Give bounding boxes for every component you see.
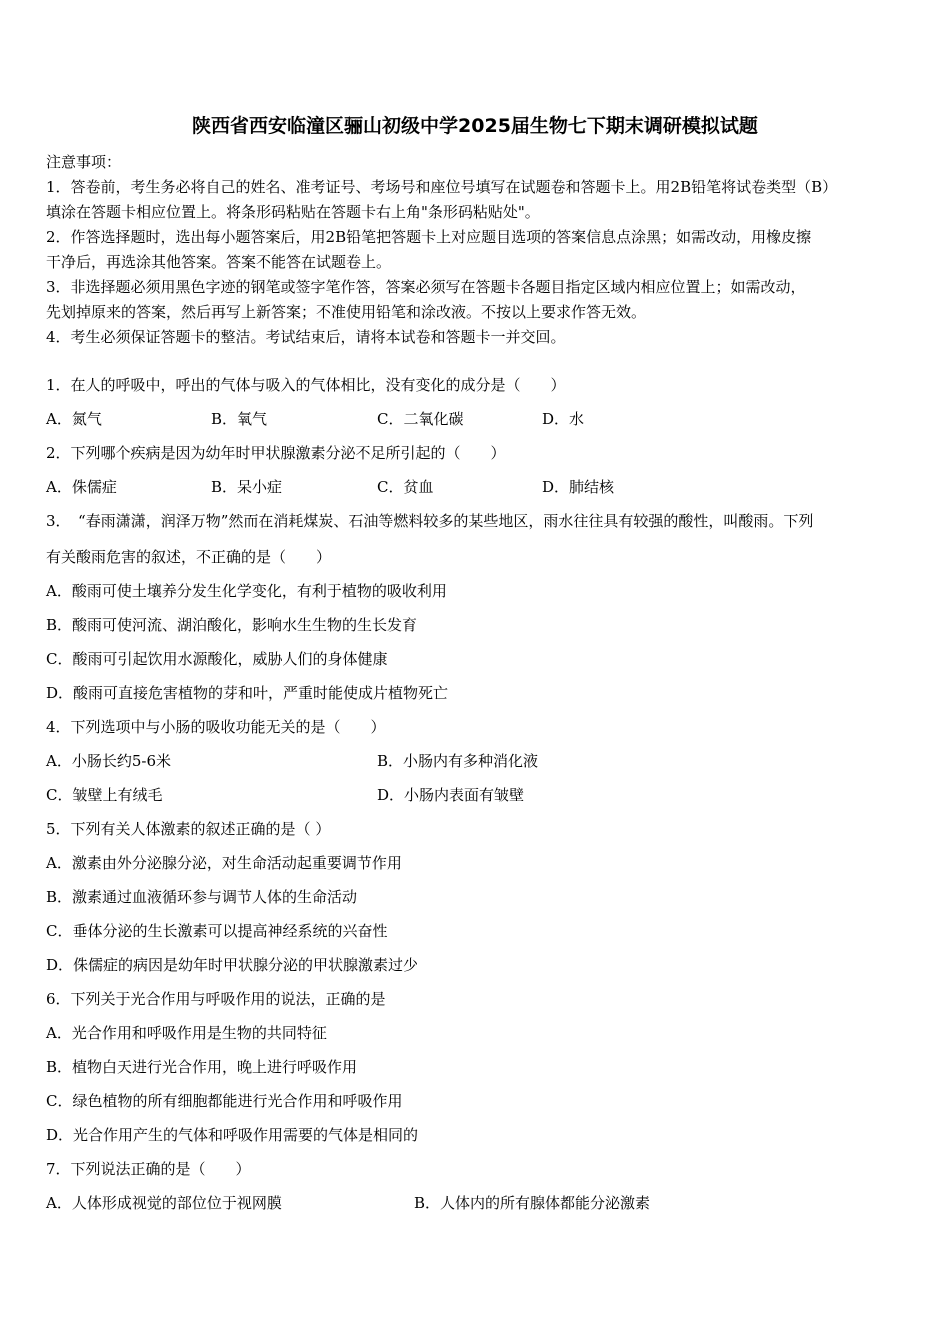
question-3-option-b: B．酸雨可使河流、湖泊酸化，影响水生生物的生长发育	[46, 616, 418, 634]
question-1-option-d: D．水	[542, 410, 585, 428]
question-4-option-a: A．小肠长约5-6米	[46, 752, 171, 770]
question-4-option-d: D．小肠内表面有皱壁	[377, 786, 525, 804]
notes-line: 干净后，再选涂其他答案。答案不能答在试题卷上。	[46, 253, 392, 271]
exam-notes	[46, 150, 916, 350]
question-6-option-b: B．植物白天进行光合作用，晚上进行呼吸作用	[46, 1058, 358, 1076]
question-7-stem: 7．下列说法正确的是（ ）	[46, 1160, 251, 1178]
question-3-option-c: C．酸雨可引起饮用水源酸化，威胁人们的身体健康	[46, 650, 388, 668]
question-3-option-a: A．酸雨可使土壤养分发生化学变化，有利于植物的吸收利用	[46, 582, 447, 600]
question-5-option-d: D．侏儒症的病因是幼年时甲状腺分泌的甲状腺激素过少	[46, 956, 419, 974]
question-6-stem: 6．下列关于光合作用与呼吸作用的说法，正确的是	[46, 990, 386, 1008]
question-1-option-b: B．氧气	[211, 410, 268, 428]
question-1-stem: 1．在人的呼吸中，呼出的气体与吸入的气体相比，没有变化的成分是（ ）	[46, 376, 566, 394]
notes-line: 先划掉原来的答案，然后再写上新答案；不准使用铅笔和涂改液。不按以上要求作答无效。	[46, 303, 647, 321]
question-5-stem: 5．下列有关人体激素的叙述正确的是（ ）	[46, 820, 331, 838]
question-5-option-c: C．垂体分泌的生长激素可以提高神经系统的兴奋性	[46, 922, 388, 940]
question-5-option-a: A．激素由外分泌腺分泌，对生命活动起重要调节作用	[46, 854, 402, 872]
question-2-stem: 2．下列哪个疾病是因为幼年时甲状腺激素分泌不足所引起的（ ）	[46, 444, 506, 462]
question-4-stem: 4．下列选项中与小肠的吸收功能无关的是（ ）	[46, 718, 386, 736]
question-3-stem-cont: 有关酸雨危害的叙述，不正确的是（ ）	[46, 548, 332, 566]
question-2-option-d: D．肺结核	[542, 478, 615, 496]
question-3-stem: 3． “春雨潇潇，润泽万物”然而在消耗煤炭、石油等燃料较多的某些地区，雨水往往具有较强的酸性，叫酸雨。下列	[46, 512, 814, 530]
question-7-option-a: A．人体形成视觉的部位位于视网膜	[46, 1194, 282, 1212]
question-2-option-b: B．呆小症	[211, 478, 283, 496]
question-1-option-c: C．二氧化碳	[377, 410, 464, 428]
question-4-option-b: B．小肠内有多种消化液	[377, 752, 539, 770]
question-3-option-d: D．酸雨可直接危害植物的芽和叶，严重时能使成片植物死亡	[46, 684, 449, 702]
question-2-option-a: A．侏儒症	[46, 478, 117, 496]
notes-line: 1．答卷前，考生务必将自己的姓名、准考证号、考场号和座位号填写在试题卷和答题卡上。用2B铅笔将试卷类型（B）	[46, 178, 838, 196]
question-7-option-b: B．人体内的所有腺体都能分泌激素	[414, 1194, 651, 1212]
notes-line: 4．考生必须保证答题卡的整洁。考试结束后，请将本试卷和答题卡一并交回。	[46, 328, 566, 346]
question-2-option-c: C．贫血	[377, 478, 434, 496]
notes-line: 2．作答选择题时，选出每小题答案后，用2B铅笔把答题卡上对应题目选项的答案信息点涂黑；如需改动，用橡皮擦	[46, 228, 812, 246]
question-1-option-a: A．氮气	[46, 410, 102, 428]
question-6-option-d: D．光合作用产生的气体和呼吸作用需要的气体是相同的	[46, 1126, 419, 1144]
question-5-option-b: B．激素通过血液循环参与调节人体的生命活动	[46, 888, 358, 906]
question-6-option-c: C．绿色植物的所有细胞都能进行光合作用和呼吸作用	[46, 1092, 403, 1110]
question-4-option-c: C．皱壁上有绒毛	[46, 786, 163, 804]
question-6-option-a: A．光合作用和呼吸作用是生物的共同特征	[46, 1024, 327, 1042]
page-title: 陕西省西安临潼区骊山初级中学2025届生物七下期末调研模拟试题	[192, 115, 758, 137]
notes-line: 3．非选择题必须用黑色字迹的钢笔或签字笔作答，答案必须写在答题卡各题目指定区域内相应位置上；如需改动，	[46, 278, 806, 296]
notes-heading: 注意事项：	[46, 153, 122, 171]
notes-line: 填涂在答题卡相应位置上。将条形码粘贴在答题卡右上角"条形码粘贴处"。	[46, 203, 540, 221]
